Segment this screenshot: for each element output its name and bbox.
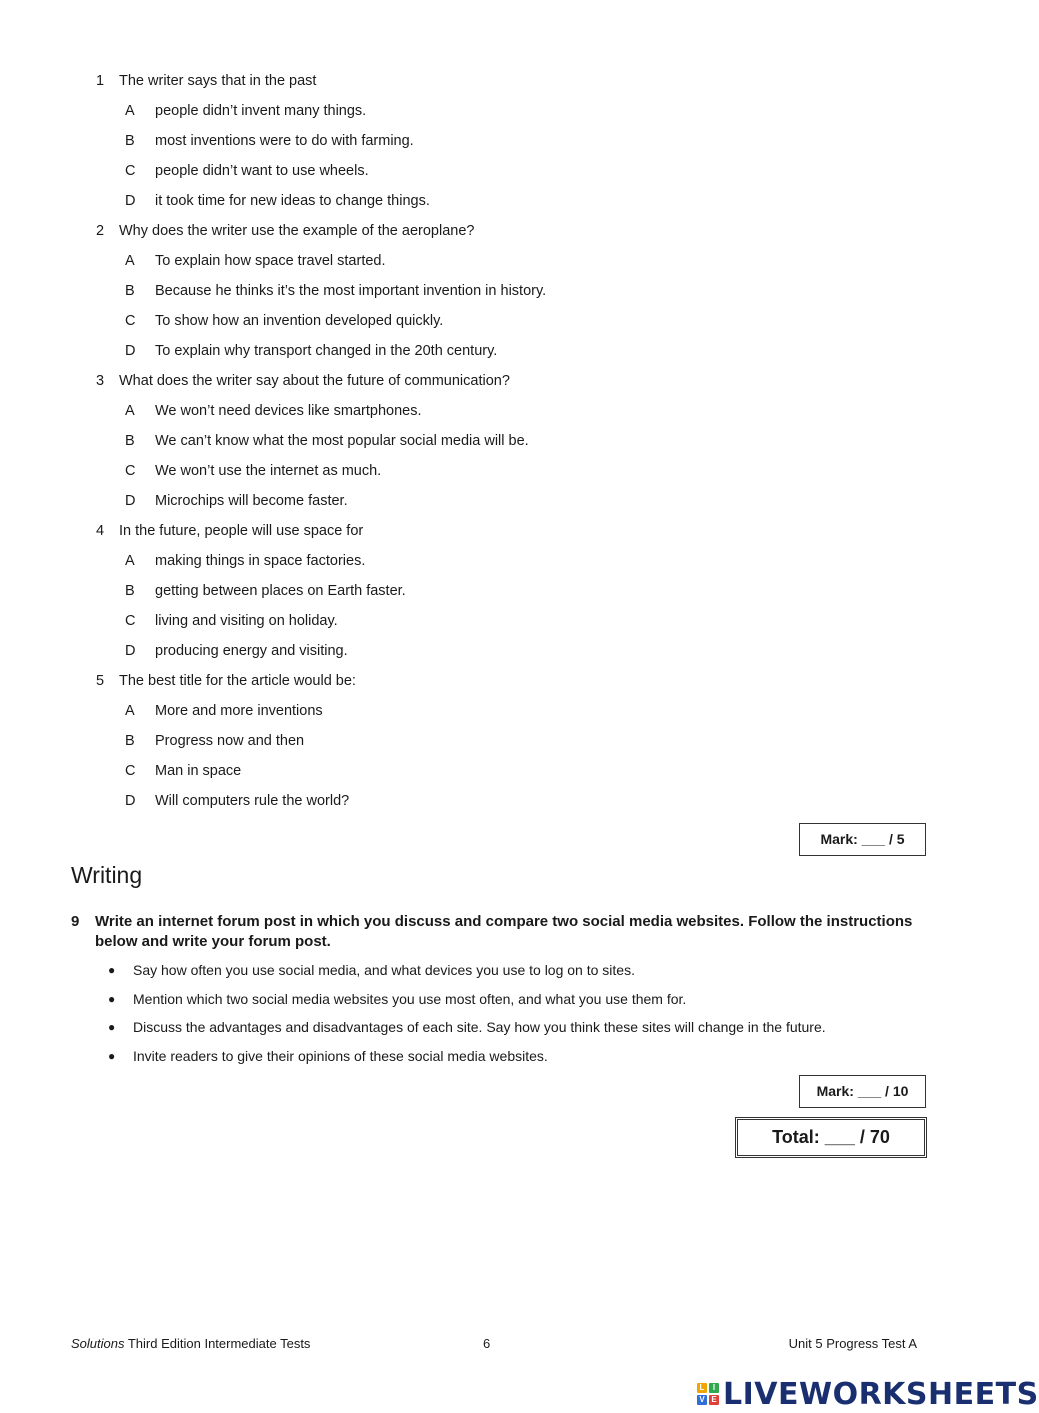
question-stem — [96, 220, 916, 250]
option-letter: D — [125, 193, 136, 209]
answer-option-a[interactable] — [96, 100, 916, 130]
option-text: To explain how space travel started. — [155, 253, 386, 269]
question-number: 1 — [96, 73, 105, 89]
answer-option-b[interactable] — [96, 580, 916, 610]
answer-option-b[interactable] — [96, 430, 916, 460]
question-2 — [96, 220, 916, 370]
bullet-text: Mention which two social media websites you use most often, and what you use them for. — [133, 990, 687, 1007]
logo-tile: V — [697, 1395, 707, 1405]
total-mark-box: Total: ___ / 70 — [735, 1117, 927, 1158]
bullet-text: Invite readers to give their opinions of these social media websites. — [133, 1047, 548, 1064]
answer-option-c[interactable] — [96, 310, 916, 340]
option-letter: C — [125, 313, 136, 329]
option-text: To show how an invention developed quickly. — [155, 313, 444, 329]
answer-option-b[interactable] — [96, 280, 916, 310]
option-text: people didn’t invent many things. — [155, 103, 367, 119]
writing-task — [71, 912, 921, 952]
question-number: 2 — [96, 223, 105, 239]
question-stem — [96, 520, 916, 550]
question-stem — [96, 70, 916, 100]
option-letter: A — [125, 403, 135, 419]
answer-option-c[interactable] — [96, 610, 916, 640]
question-number: 4 — [96, 523, 105, 539]
option-letter: A — [125, 553, 135, 569]
footer-series-name: Solutions — [71, 1336, 125, 1351]
option-text: Microchips will become faster. — [155, 493, 348, 509]
option-letter: A — [125, 253, 135, 269]
option-letter: C — [125, 613, 136, 629]
option-text: making things in space factories. — [155, 553, 366, 569]
answer-option-d[interactable] — [96, 640, 916, 670]
answer-option-c[interactable] — [96, 460, 916, 490]
option-letter: D — [125, 343, 136, 359]
bullet-item — [108, 987, 928, 1016]
option-letter: B — [125, 133, 135, 149]
option-text: To explain why transport changed in the 20th century. — [155, 343, 498, 359]
answer-option-a[interactable] — [96, 250, 916, 280]
option-letter: D — [125, 643, 136, 659]
option-text: people didn’t want to use wheels. — [155, 163, 369, 179]
answer-option-c[interactable] — [96, 160, 916, 190]
bullet-item — [108, 1015, 928, 1044]
question-stem — [96, 670, 916, 700]
option-text: it took time for new ideas to change things. — [155, 193, 430, 209]
answer-option-d[interactable] — [96, 490, 916, 520]
option-letter: A — [125, 703, 135, 719]
option-text: getting between places on Earth faster. — [155, 583, 406, 599]
option-text: We won’t need devices like smartphones. — [155, 403, 422, 419]
option-letter: A — [125, 103, 135, 119]
option-letter: C — [125, 763, 136, 779]
option-text: We can’t know what the most popular social media will be. — [155, 433, 529, 449]
bullet-text: Discuss the advantages and disadvantages of each site. Say how you think these sites will change in the future. — [133, 1019, 826, 1035]
option-letter: B — [125, 433, 135, 449]
reading-mark-box: Mark: ___ / 5 — [799, 823, 926, 856]
liveworksheets-brand — [697, 1377, 1039, 1411]
answer-option-a[interactable] — [96, 700, 916, 730]
answer-option-b[interactable] — [96, 130, 916, 160]
question-number: 5 — [96, 673, 105, 689]
option-letter: C — [125, 463, 136, 479]
task-instructions: Write an internet forum post in which you discuss and compare two social media websites. Follow the instructions below and write your forum post. — [95, 913, 913, 950]
footer-book-title — [71, 1336, 310, 1351]
answer-option-c[interactable] — [96, 760, 916, 790]
question-text: What does the writer say about the future of communication? — [119, 373, 510, 389]
bullet-item — [108, 958, 928, 987]
option-text: Will computers rule the world? — [155, 793, 350, 809]
question-text: The best title for the article would be: — [119, 673, 356, 689]
footer-unit-label: Unit 5 Progress Test A — [788, 1336, 917, 1351]
footer-page-number: 6 — [483, 1336, 491, 1351]
bullet-icon: ● — [108, 963, 116, 977]
option-text: Because he thinks it’s the most important invention in history. — [155, 283, 547, 299]
answer-option-a[interactable] — [96, 400, 916, 430]
answer-option-d[interactable] — [96, 340, 916, 370]
bullet-text: Say how often you use social media, and what devices you use to log on to sites. — [133, 962, 635, 978]
option-text: More and more inventions — [155, 703, 323, 719]
question-4 — [96, 520, 916, 670]
option-letter: B — [125, 283, 135, 299]
option-text: most inventions were to do with farming. — [155, 133, 414, 149]
question-list — [96, 70, 916, 820]
option-text: We won’t use the internet as much. — [155, 463, 382, 479]
answer-option-a[interactable] — [96, 550, 916, 580]
option-text: Man in space — [155, 763, 242, 779]
option-letter: D — [125, 493, 136, 509]
question-text: The writer says that in the past — [119, 73, 317, 89]
task-number: 9 — [71, 913, 80, 930]
option-text: producing energy and visiting. — [155, 643, 348, 659]
question-text: Why does the writer use the example of the aeroplane? — [119, 223, 475, 239]
page-footer — [71, 1336, 917, 1354]
option-text: living and visiting on holiday. — [155, 613, 338, 629]
option-letter: D — [125, 793, 136, 809]
question-5 — [96, 670, 916, 820]
logo-tile: I — [709, 1383, 719, 1393]
question-1 — [96, 70, 916, 220]
answer-option-b[interactable] — [96, 730, 916, 760]
option-letter: B — [125, 583, 135, 599]
answer-option-d[interactable] — [96, 790, 916, 820]
question-number: 3 — [96, 373, 105, 389]
bullet-icon: ● — [108, 1048, 116, 1063]
answer-option-d[interactable] — [96, 190, 916, 220]
section-heading-writing: Writing — [71, 862, 143, 888]
option-letter: B — [125, 733, 135, 749]
question-stem — [96, 370, 916, 400]
bullet-icon: ● — [108, 1020, 116, 1034]
question-3 — [96, 370, 916, 520]
writing-mark-box: Mark: ___ / 10 — [799, 1075, 926, 1108]
writing-bullet-list — [108, 958, 928, 1072]
bullet-item — [108, 1044, 928, 1073]
bullet-icon: ● — [108, 991, 116, 1006]
footer-edition: Third Edition Intermediate Tests — [124, 1336, 311, 1351]
logo-tile: L — [697, 1383, 707, 1393]
brand-name: LIVEWORKSHEETS — [723, 1376, 1039, 1412]
logo-tile: E — [709, 1395, 719, 1405]
question-text: In the future, people will use space for — [119, 523, 364, 539]
liveworksheets-logo-icon — [697, 1383, 719, 1405]
option-letter: C — [125, 163, 136, 179]
option-text: Progress now and then — [155, 733, 305, 749]
